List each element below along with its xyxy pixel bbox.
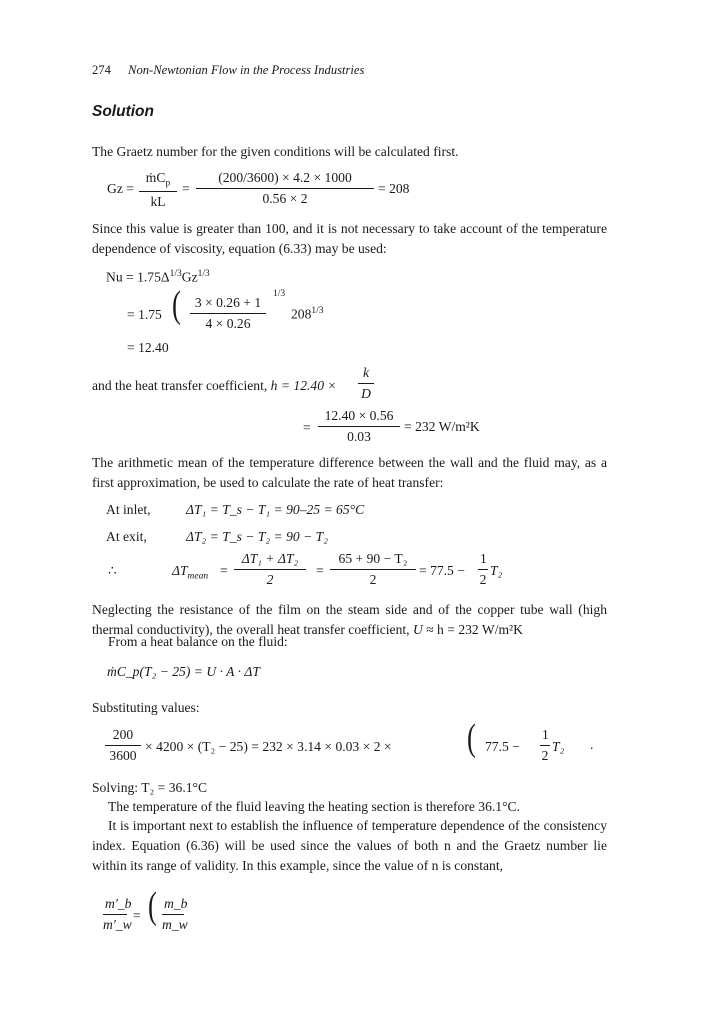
subst-tail: T₂ bbox=[552, 739, 565, 754]
gz-f1-num-sub: p bbox=[165, 178, 171, 189]
gz-lhs: Gz = bbox=[107, 181, 134, 196]
htc-frac-den: D bbox=[361, 386, 371, 401]
mean-lhs-sub: mean bbox=[187, 571, 209, 582]
running-head bbox=[92, 63, 364, 78]
htc-fraction-2 bbox=[318, 408, 400, 445]
htc-eq: = bbox=[303, 420, 311, 435]
paragraph-arithmetic-mean: The arithmetic mean of the temperature difference between the wall and the fluid may, as a first approximation, be used to calculate the rate of heat transfer: bbox=[92, 455, 607, 490]
paragraph-heat-balance: From a heat balance on the fluid: bbox=[108, 634, 288, 649]
mean-lhs-text: ΔT bbox=[172, 563, 188, 578]
mratio-eq: = bbox=[133, 908, 141, 923]
nu-frac-den: 4 × 0.26 bbox=[205, 316, 251, 331]
gz-fraction-2 bbox=[196, 170, 374, 207]
mean-eq: = bbox=[220, 563, 228, 578]
paragraph-intro: The Graetz number for the given conditions will be calculated first. bbox=[92, 144, 459, 159]
nu-fraction bbox=[190, 295, 266, 332]
mean-fraction-3 bbox=[478, 551, 488, 588]
paragraph-result: The temperature of the fluid leaving the heating section is therefore 36.1°C. bbox=[108, 799, 520, 814]
paragraph-substituting: Substituting values: bbox=[92, 700, 200, 715]
nu-line-1-gz: Gz bbox=[181, 269, 198, 285]
subst-paren-inner: 77.5 − bbox=[485, 739, 520, 754]
book-title: Non-Newtonian Flow in the Process Industries bbox=[128, 63, 365, 77]
mratio-f1-den: m′_w bbox=[103, 917, 132, 932]
subst-open-paren: ( bbox=[467, 717, 476, 759]
nu-tail-sup: 1/3 bbox=[311, 306, 324, 316]
mean-f1-den: 2 bbox=[266, 572, 274, 587]
paragraph-consistency: It is important next to establish the influence of temperature dependence of the consistency index. Equation (6.36) will be used since the values of both n and the Graetz number lie within its range of validity. In this example, since the value of n is constant, bbox=[92, 818, 607, 873]
gz-f2-num: (200/3600) × 4.2 × 1000 bbox=[218, 170, 352, 185]
mratio-f2-num: m_b bbox=[164, 896, 188, 911]
nu-line-1 bbox=[106, 269, 210, 286]
mean-f3-num: 1 bbox=[480, 551, 487, 566]
paragraph-neglecting: Neglecting the resistance of the film on the steam side and of the copper tube wall (high thermal conductivity), the overall heat transfer coefficient, U ≈ h = 232 W/m²K bbox=[92, 602, 607, 637]
mratio-f1-num: m′_b bbox=[105, 896, 132, 911]
nu-line-1-text: Nu = 1.75Δ bbox=[106, 269, 170, 285]
gz-eq1: = bbox=[182, 181, 190, 196]
subst-frac-den: 3600 bbox=[109, 748, 137, 763]
nu-line-2-prefix: = 1.75 bbox=[127, 307, 162, 322]
nu-line-1-sup1: 1/3 bbox=[169, 269, 182, 279]
mean-f3-den: 2 bbox=[479, 572, 487, 587]
paragraph-since: Since this value is greater than 100, and it is not necessary to take account of the temperature dependence of viscosity, equation (6.33) may be used: bbox=[92, 221, 607, 256]
mean-fraction-1 bbox=[234, 551, 306, 588]
subst-dot: . bbox=[590, 737, 594, 752]
gz-result: = 208 bbox=[378, 181, 410, 196]
htc-result: = 232 W/m²K bbox=[404, 419, 480, 434]
gz-f1-den: kL bbox=[150, 193, 166, 209]
htc-fraction bbox=[358, 365, 374, 402]
inlet-label: At inlet, bbox=[106, 502, 151, 517]
exit-label: At exit, bbox=[106, 529, 147, 544]
subst-fraction bbox=[105, 727, 141, 764]
subst-middle: × 4200 × (T₂ − 25) = 232 × 3.14 × 0.03 × 2 × bbox=[145, 739, 392, 754]
htc-frac-num: k bbox=[362, 365, 370, 380]
nu-line-3: = 12.40 bbox=[127, 340, 169, 355]
exit-expr: ΔT₂ = T_s − T₂ = 90 − T₂ bbox=[186, 529, 328, 544]
mratio-open-paren: ( bbox=[148, 885, 157, 927]
page-number: 274 bbox=[92, 63, 111, 77]
htc-frac2-den: 0.03 bbox=[347, 429, 371, 444]
mean-f1-num: ΔT₁ + ΔT₂ bbox=[241, 551, 299, 566]
subst-half-den: 2 bbox=[541, 748, 549, 763]
heat-balance-eq: ṁC_p(T₂ − 25) = U · A · ΔT bbox=[107, 664, 260, 679]
nu-frac-num: 3 × 0.26 + 1 bbox=[194, 295, 262, 310]
htc-expr: h = 12.40 × bbox=[270, 378, 337, 393]
mean-fraction-2 bbox=[330, 551, 416, 588]
neglecting-tail: ≈ h = 232 W/m²K bbox=[426, 622, 523, 637]
subst-half-num: 1 bbox=[542, 727, 549, 742]
neglecting-text: Neglecting the resistance of the film on the steam side and of the copper tube wall (high thermal conductivity), the overall heat transfer coefficient, bbox=[92, 602, 607, 637]
mean-eq3: = 77.5 − bbox=[419, 563, 465, 578]
htc-frac2-num: 12.40 × 0.56 bbox=[324, 408, 394, 423]
nu-open-paren: ( bbox=[172, 284, 181, 326]
nu-tail-text: 208 bbox=[291, 306, 312, 322]
subst-frac-num: 200 bbox=[112, 727, 134, 742]
mean-lhs bbox=[172, 563, 208, 582]
section-heading: Solution bbox=[92, 103, 154, 120]
nu-line-1-sup2: 1/3 bbox=[197, 269, 210, 279]
therefore-symbol: ∴ bbox=[108, 563, 117, 578]
paragraph-htc bbox=[92, 376, 337, 396]
mean-f2-num: 65 + 90 − T₂ bbox=[338, 551, 408, 566]
subst-half bbox=[540, 727, 550, 764]
mean-tail: T₂ bbox=[490, 563, 503, 578]
mratio-fraction-1 bbox=[103, 896, 132, 933]
htc-prefix: and the heat transfer coefficient, bbox=[92, 378, 268, 393]
nu-exponent: 1/3 bbox=[273, 289, 286, 299]
inlet-expr: ΔT₁ = T_s − T₁ = 90–25 = 65°C bbox=[186, 502, 365, 517]
gz-fraction-1 bbox=[139, 170, 177, 210]
gz-f2-den: 0.56 × 2 bbox=[262, 191, 308, 206]
nu-tail bbox=[291, 306, 324, 323]
mean-eq2: = bbox=[316, 563, 324, 578]
paragraph-solving: Solving: T₂ = 36.1°C bbox=[92, 780, 208, 795]
mean-f2-den: 2 bbox=[369, 572, 377, 587]
mratio-f2-den: m_w bbox=[162, 917, 188, 932]
mratio-fraction-2 bbox=[162, 896, 188, 933]
gz-f1-num: ṁC bbox=[145, 170, 166, 185]
